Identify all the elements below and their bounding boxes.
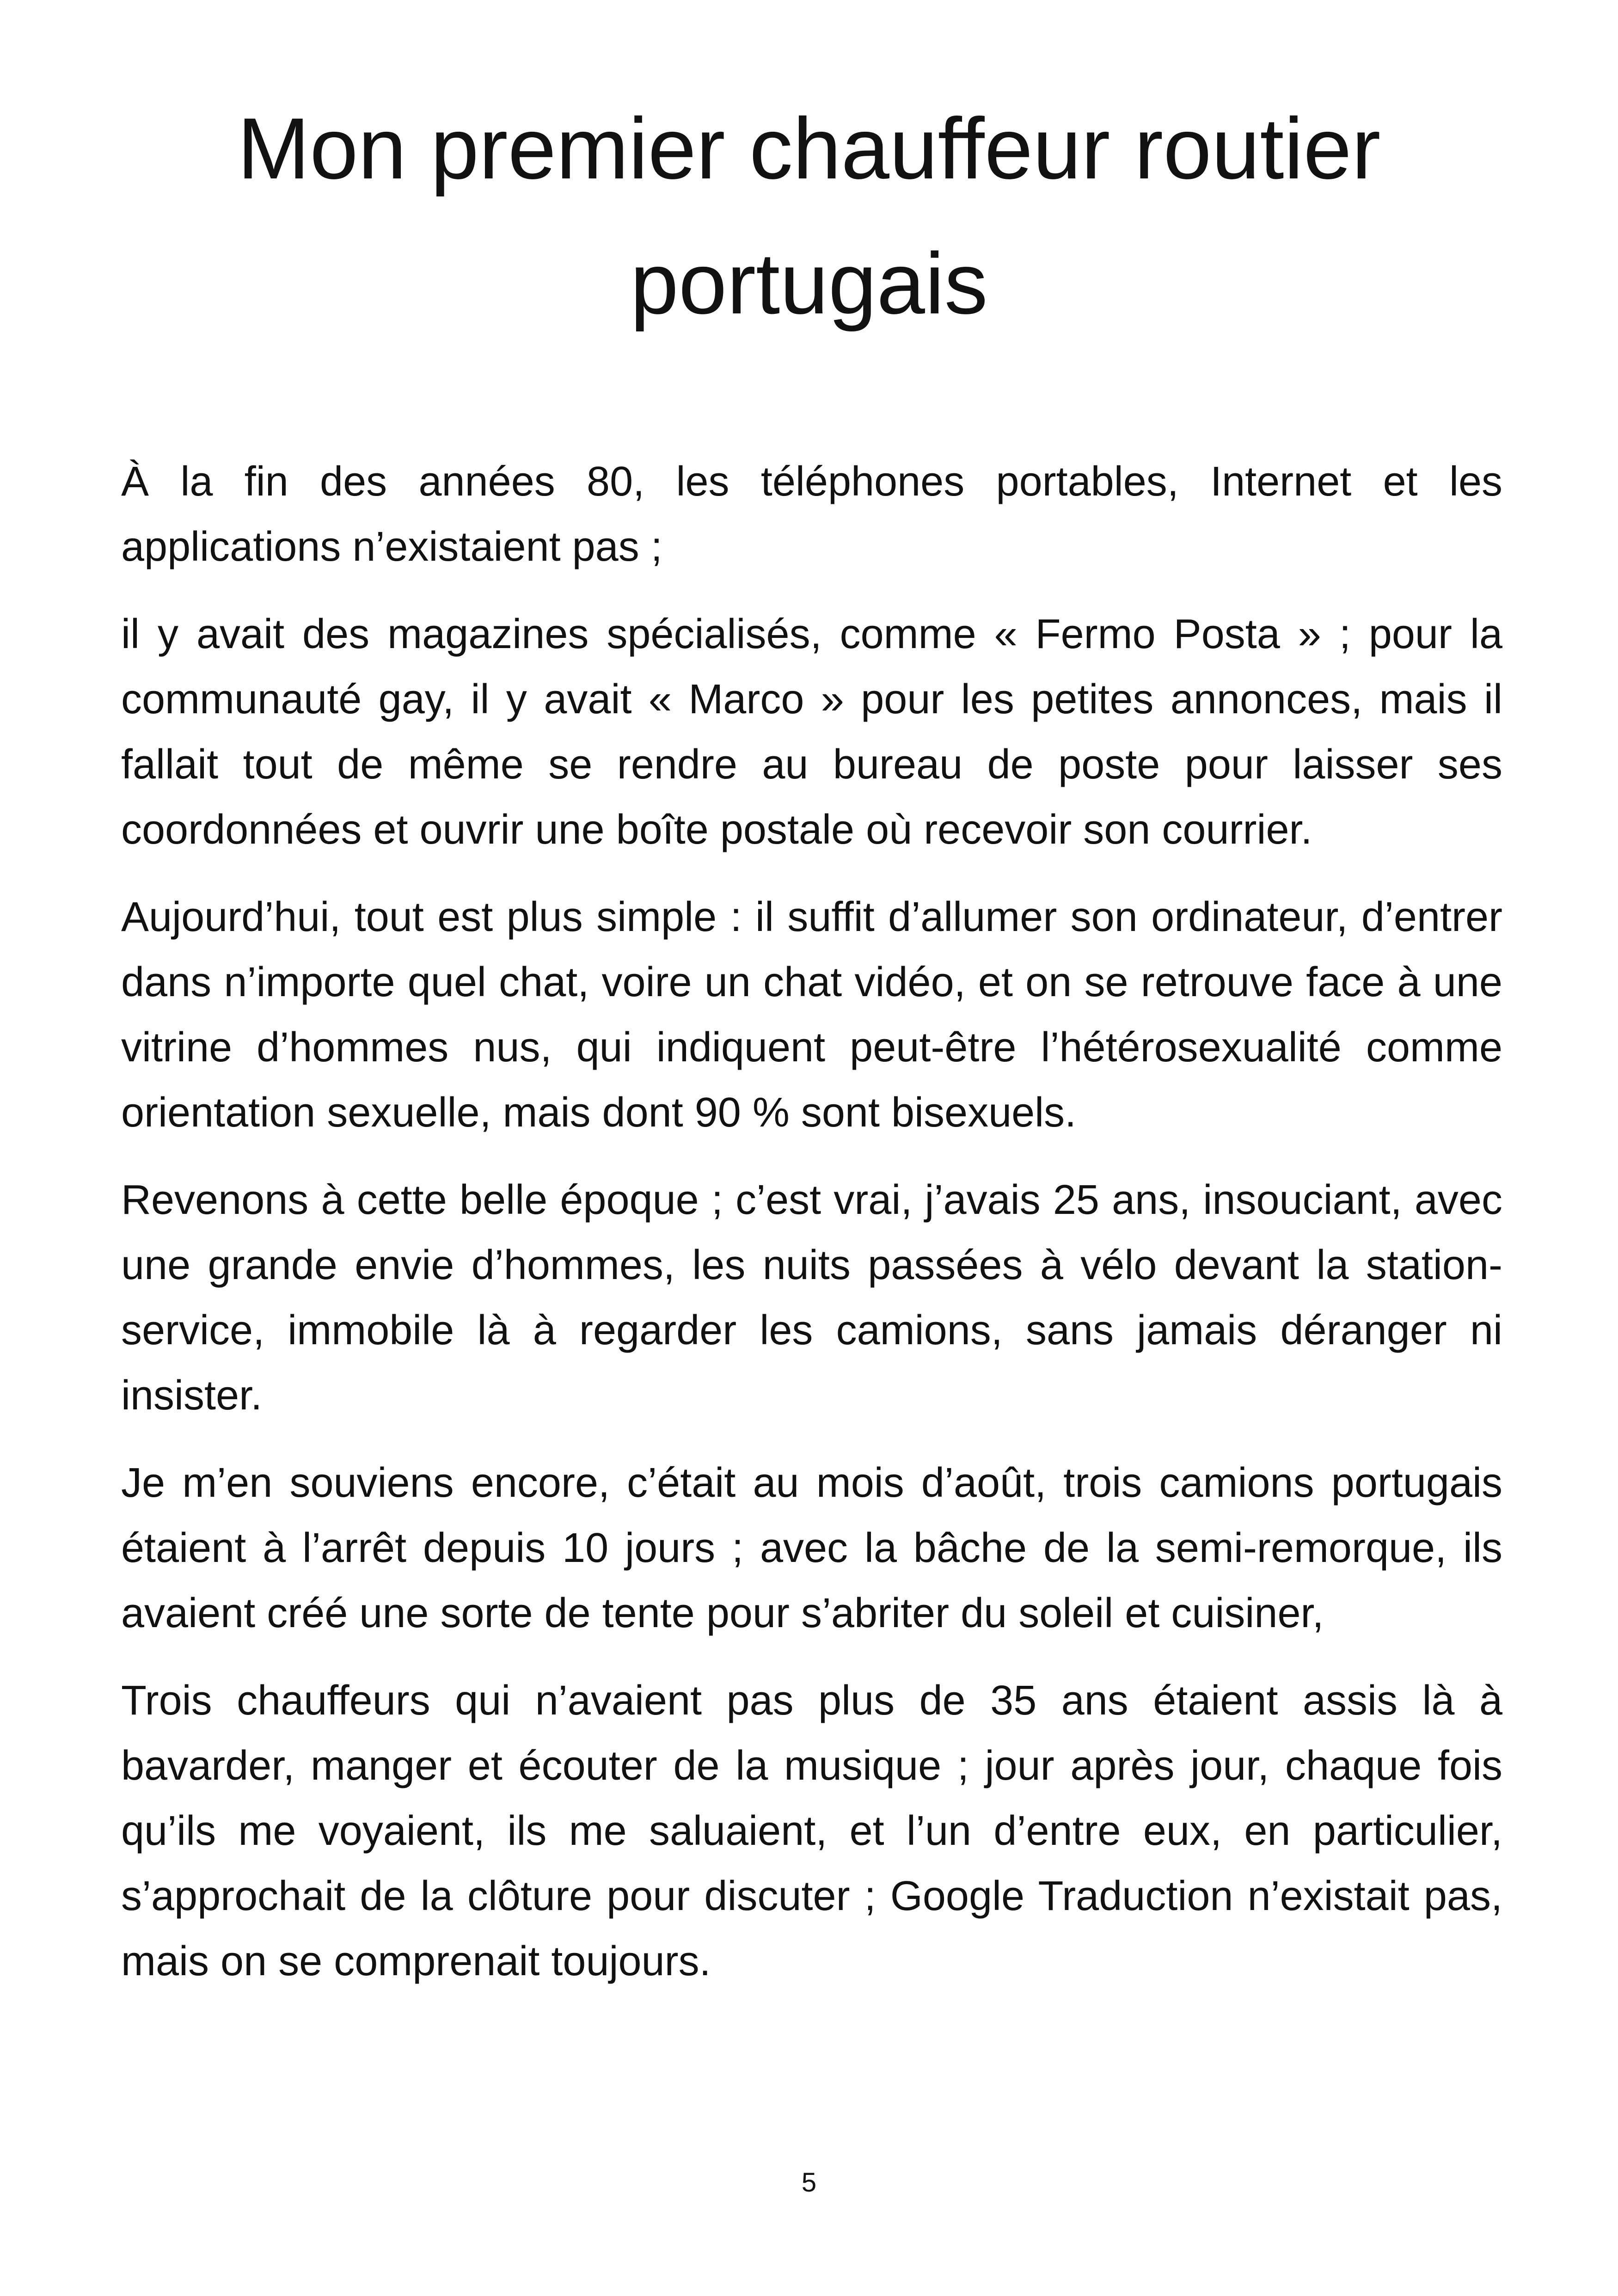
paragraph: Trois chauffeurs qui n’avaient pas plus de 35 ans étaient assis là à bavarder, manger et écouter de la musique ; jour après jour, chaque fois qu’ils me voyaient, ils me saluaient, et l’un d’entre eux, en particulier, s’approchait de la clôture pour discuter ; Google Traduction n’existait pas, mais on se comprenait toujours. [121,1678,1502,1984]
paragraph: À la fin des années 80, les téléphones portables, Internet et les applications n’existaient pas ; [121,459,1502,570]
paragraph: Je m’en souviens encore, c’était au mois d’août, trois camions portugais étaient à l’arrêt depuis 10 jours ; avec la bâche de la semi-remorque, ils avaient créé une sorte de tente pour s’abriter du soleil et cuisiner, [121,1460,1502,1636]
paragraph: il y avait des magazines spécialisés, comme « Fermo Posta » ; pour la communauté gay, il y avait « Marco » pour les petites annonces, mais il fallait tout de même se rendre au bureau de poste pour laisser ses coordonnées et ouvrir une boîte postale où recevoir son courrier. [121,611,1502,853]
paragraph: Revenons à cette belle époque ; c’est vrai, j’avais 25 ans, insouciant, avec une grande envie d’hommes, les nuits passées à vélo devant la station-service, immobile là à regarder les camions, sans jamais déranger ni insister. [121,1177,1502,1419]
page-title: Mon premier chauffeur routier portugais [237,100,1381,332]
paragraph: Aujourd’hui, tout est plus simple : il suffit d’allumer son ordinateur, d’entrer dans n’importe quel chat, voire un chat vidéo, et on se retrouve face à une vitrine d’hommes nus, qui indiquent peut-être l’hétérosexualité comme orientation sexuelle, mais dont 90 % sont bisexuels. [121,894,1502,1136]
page-number: 5 [801,2167,817,2198]
body-text [121,449,1502,2016]
